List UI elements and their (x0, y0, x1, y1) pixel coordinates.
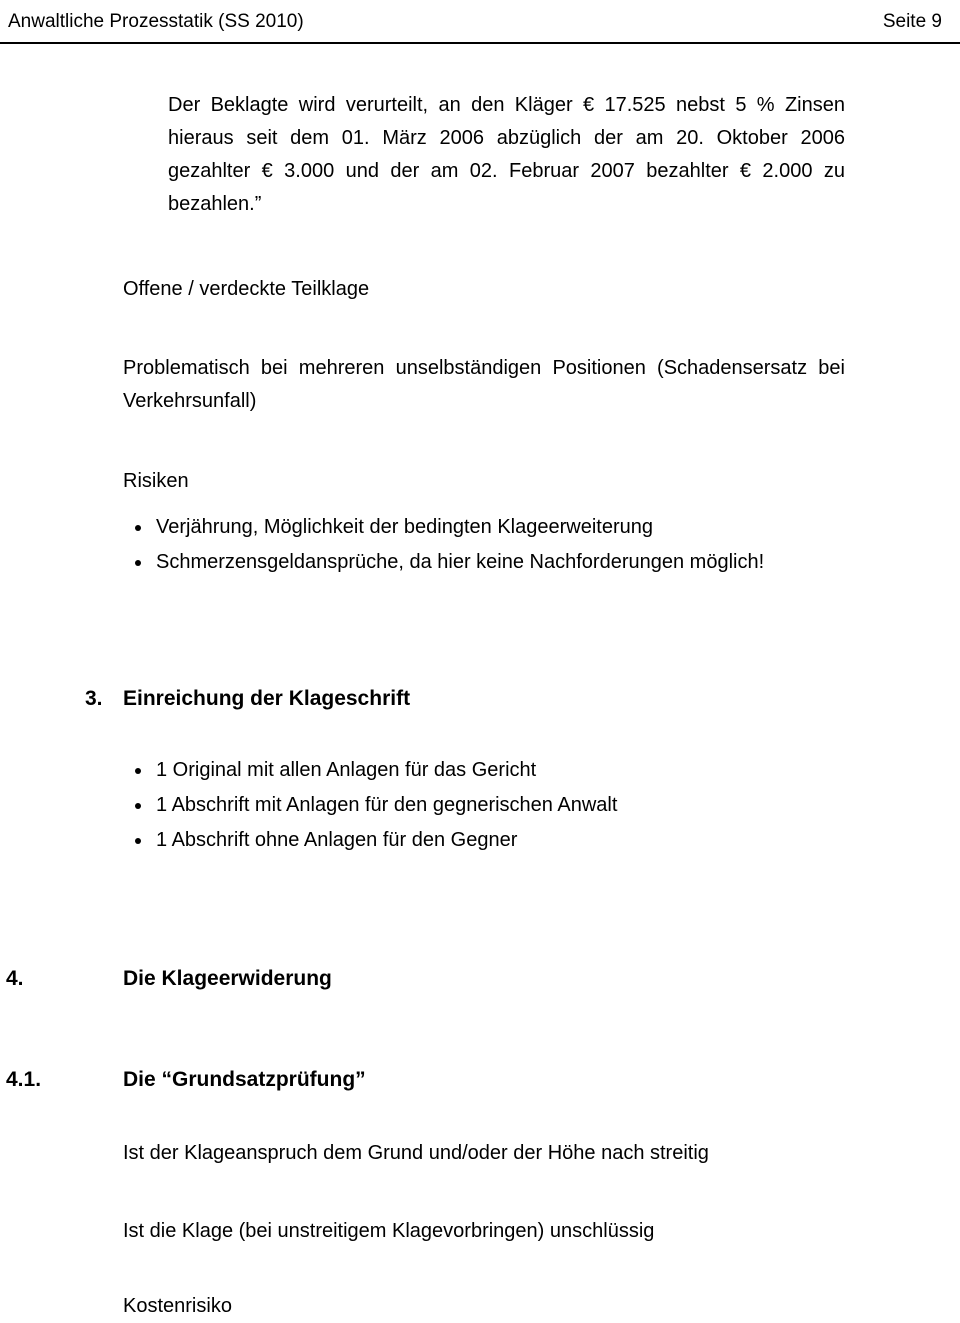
document-body (6, 89, 845, 1323)
section-heading-4 (6, 966, 845, 991)
list-item: • 1 Abschrift ohne Anlagen für den Gegner (153, 823, 845, 858)
section-heading-3 (85, 686, 845, 711)
teilklage-line: Offene / verdeckte Teilklage (123, 278, 370, 300)
list-item: • 1 Abschrift mit Anlagen für den gegnerischen Anwalt (153, 788, 845, 823)
list-item: • Verjährung, Möglichkeit der bedingten Klageerweiterung (153, 510, 845, 545)
risiken-label: Risiken (123, 470, 189, 492)
section-title: Die Klageerwiderung (123, 967, 332, 990)
list-item: • 1 Original mit allen Anlagen für das Gericht (153, 753, 845, 788)
section-number: 3. (85, 687, 103, 710)
document-title: Anwaltliche Prozesstatik (SS 2010) (8, 11, 304, 32)
unschluessig-paragraph: Ist die Klage (bei unstreitigem Klagevorbringen) unschlüssig (123, 1220, 655, 1242)
page-header (0, 0, 960, 44)
section-number: 4. (6, 967, 24, 990)
section-number: 4.1. (6, 1068, 42, 1091)
section-heading-4-1 (6, 1067, 845, 1092)
kostenrisiko-line: Kostenrisiko (123, 1295, 232, 1317)
problematisch-paragraph: Problematisch bei mehreren unselbständigen Positionen (Schadensersatz bei Verkehrsunfall) (123, 357, 845, 412)
risiken-bullet-list (123, 510, 845, 580)
streitig-paragraph: Ist der Klageanspruch dem Grund und/oder der Höhe nach streitig (123, 1142, 709, 1164)
section-title: Die “Grundsatzprüfung” (123, 1068, 366, 1091)
einreichung-bullet-list (123, 753, 845, 858)
list-item: • Schmerzensgeldansprüche, da hier keine Nachforderungen möglich! (153, 545, 845, 580)
page-number: Seite 9 (882, 11, 942, 32)
judgment-quote-paragraph: Der Beklagte wird verurteilt, an den Kläger € 17.525 nebst 5 % Zinsen hieraus seit dem 01. März 2006 abzüglich der am 20. Oktober 2006 gezahlter € 3.000 und der am 02. Februar 2007 bezahlter € 2.000 zu bezahlen.” (168, 94, 845, 215)
section-title: Einreichung der Klageschrift (123, 687, 411, 710)
